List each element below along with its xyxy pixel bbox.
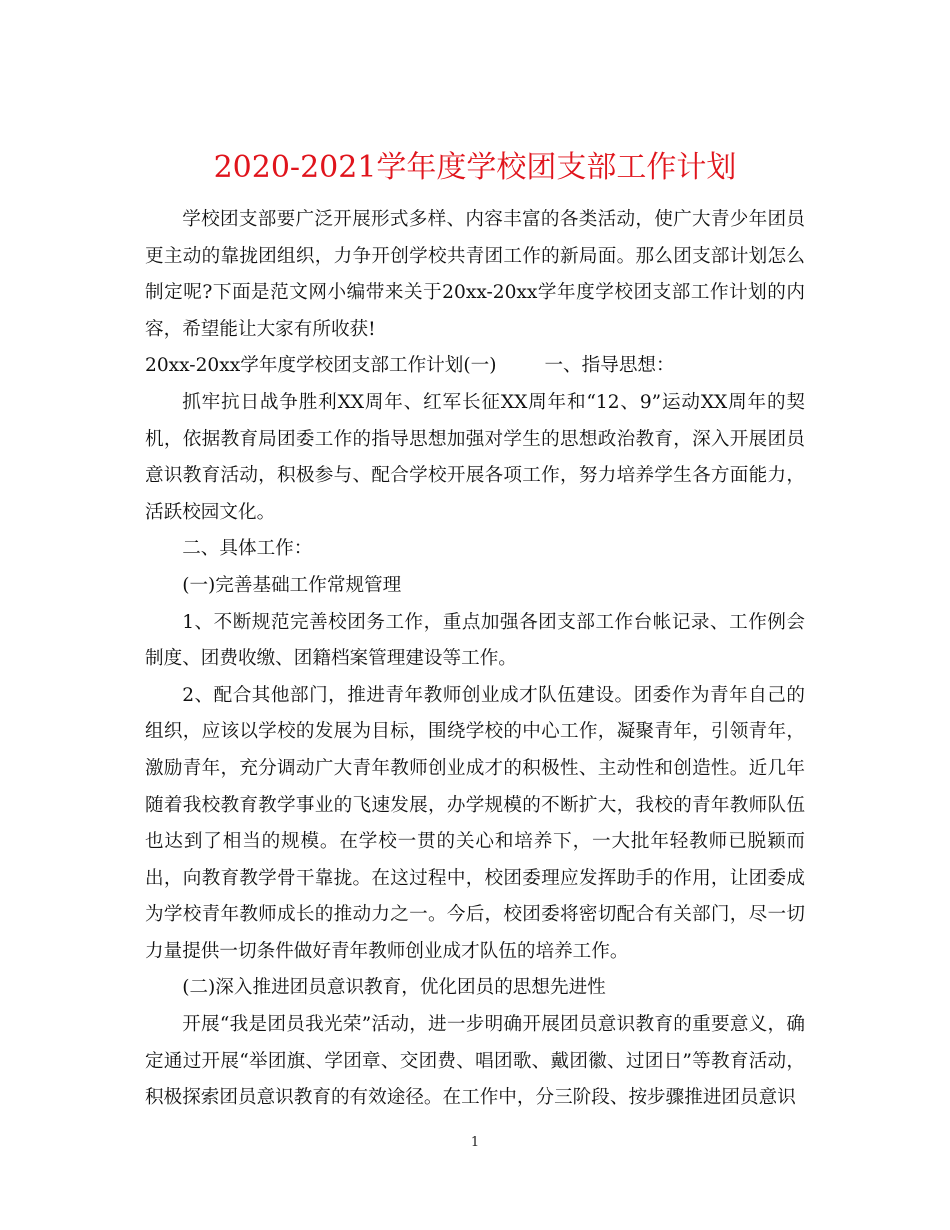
- page-number: 1: [470, 1135, 480, 1150]
- plan-heading-line: [145, 348, 805, 385]
- document-body: [145, 202, 805, 1117]
- subsection2-heading: (二)深入推进团员意识教育，优化团员的思想先进性: [182, 977, 606, 999]
- item3-paragraph: 开展“我是团员我光荣”活动，进一步明确开展团员意识教育的重要意义，确定通过开展“举团旗、学团章、交团费、唱团歌、戴团徽、过团日”等教育活动，积极探索团员意识教育的有效途径。在工作中，分三阶段、按步骤推进团员意识: [145, 1014, 805, 1109]
- intro-paragraph: 学校团支部要广泛开展形式多样、内容丰富的各类活动，使广大青少年团员更主动的靠拢团组织，力争开创学校共青团工作的新局面。那么团支部计划怎么制定呢?下面是范文网小编带来关于20xx-20xx学年度学校团支部工作计划的内容，希望能让大家有所收获!: [145, 209, 805, 340]
- section1-heading: 一、指导思想：: [544, 355, 675, 377]
- document-title: 2020-2021学年度学校团支部工作计划: [213, 150, 737, 186]
- section1-paragraph: 抓牢抗日战争胜利XX周年、红军长征XX周年和“12、9”运动XX周年的契机，依据教育局团委工作的指导思想加强对学生的思想政治教育，深入开展团员意识教育活动，积极参与、配合学校开展各项工作，努力培养学生各方面能力，活跃校园文化。: [145, 391, 805, 523]
- section2-heading: 二、具体工作：: [182, 538, 313, 560]
- item1-paragraph: 1、不断规范完善校团务工作，重点加强各团支部工作台帐记录、工作例会制度、团费收缴、团籍档案管理建设等工作。: [145, 611, 805, 670]
- item2-paragraph: 2、配合其他部门，推进青年教师创业成才队伍建设。团委作为青年自己的组织，应该以学校的发展为目标，围绕学校的中心工作，凝聚青年，引领青年，激励青年，充分调动广大青年教师创业成才的积极性、主动性和创造性。近几年随着我校教育教学事业的飞速发展，办学规模的不断扩大，我校的青年教师队伍也达到了相当的规模。在学校一贯的关心和培养下，一大批年轻教师已脱颖而出，向教育教学骨干靠拢。在这过程中，校团委理应发挥助手的作用，让团委成为学校青年教师成长的推动力之一。今后，校团委将密切配合有关部门，尽一切力量提供一切条件做好青年教师创业成才队伍的培养工作。: [145, 684, 805, 962]
- subsection1-heading: (一)完善基础工作常规管理: [182, 574, 402, 596]
- plan-heading: 20xx-20xx学年度学校团支部工作计划(一): [145, 355, 497, 377]
